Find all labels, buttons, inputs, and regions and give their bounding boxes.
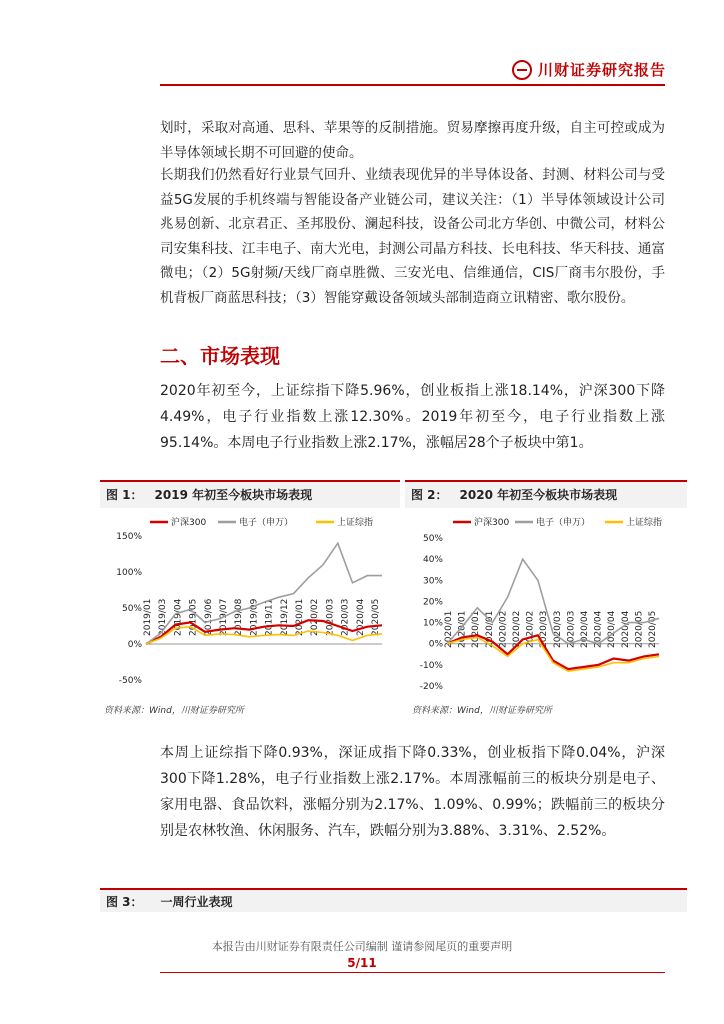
chart1-x-tick: 2019/11 <box>264 598 275 636</box>
chart1-x-tick: 2019/06 <box>203 598 214 636</box>
chart1-x-tick: 2019/01 <box>143 598 153 636</box>
figure-3-title <box>100 888 687 912</box>
chart2-legend-label: 上证综指 <box>626 518 663 528</box>
chart1-x-tick: 2019/07 <box>219 598 229 636</box>
chart2-x-tick: 2020/04 <box>580 610 590 648</box>
brand-logo-icon <box>512 60 532 80</box>
chart1-x-tick: 2020/03 <box>325 598 336 636</box>
chart2-x-tick: 2020/02 <box>512 610 522 648</box>
chart1-x-tick: 2020/04 <box>355 598 366 636</box>
chart2-x-tick: 2020/02 <box>525 610 536 648</box>
chart2-x-tick: 2020/05 <box>634 610 645 648</box>
figure-1 <box>100 480 400 685</box>
chart2-y-tick: 50% <box>422 534 443 544</box>
chart2-x-tick: 2020/01 <box>457 610 468 648</box>
figure-2-number: 图 2： <box>411 488 448 502</box>
chart1-y-tick: 150% <box>116 532 142 542</box>
section-title: 二、市场表现 <box>160 344 280 368</box>
chart2-y-tick: -10% <box>419 660 443 671</box>
chart2-x-tick: 2020/04 <box>593 610 604 648</box>
chart1-x-tick: 2019/03 <box>158 598 169 636</box>
chart2-x-tick: 2020/01 <box>444 610 454 648</box>
chart1-y-tick: 100% <box>116 568 142 578</box>
chart-2019-ytd <box>100 510 400 685</box>
chart1-x-tick: 2019/05 <box>188 598 199 636</box>
chart1-x-tick: 2019/09 <box>249 598 260 636</box>
paragraph-market-summary: 2020年初至今，上证综指下降5.96%，创业板指上涨18.14%，沪深300下降4.49%，电子行业指数上涨12.30%。2019年初至今，电子行业指数上涨95.14%。本周电子行业指数上涨2.17%，涨幅居28个子板块中第1。 <box>160 383 665 451</box>
figure-2-title <box>405 480 687 508</box>
chart1-y-tick: 50% <box>121 604 142 614</box>
chart2-y-tick: 0% <box>428 639 443 650</box>
figure-1-title <box>100 480 400 508</box>
chart2-y-tick: 30% <box>422 576 443 587</box>
brand-name: 川财证券研究报告 <box>538 61 667 79</box>
chart2-x-tick: 2020/03 <box>552 610 563 648</box>
chart1-x-tick: 2020/03 <box>340 598 351 636</box>
chart1-x-tick: 2020/02 <box>310 598 321 636</box>
figure-2-caption: 2020 年初至今板块市场表现 <box>459 488 618 502</box>
figure-3-number: 图 3： <box>106 895 143 909</box>
chart-2020-ytd <box>405 510 687 692</box>
chart2-y-tick: -20% <box>419 682 443 692</box>
chart2-x-tick: 2020/01 <box>484 610 495 648</box>
chart2-y-tick: 20% <box>422 597 443 608</box>
chart2-legend-label: 电子（申万） <box>536 518 591 528</box>
chart2-x-tick: 2020/05 <box>648 610 658 648</box>
chart2-legend-label: 沪深300 <box>474 518 510 528</box>
chart2-x-tick: 2020/04 <box>607 610 618 648</box>
chart1-legend-label: 沪深300 <box>171 518 207 528</box>
chart1-x-tick: 2020/01 <box>295 598 305 636</box>
chart1-x-tick: 2020/05 <box>371 598 381 636</box>
figure-1-caption: 2019 年初至今板块市场表现 <box>154 488 313 502</box>
chart1-x-tick: 2019/08 <box>234 598 245 636</box>
chart2-y-tick: 40% <box>422 555 443 566</box>
figure-2-source: 资料来源：Wind，川财证券研究所 <box>412 706 552 716</box>
chart1-x-tick: 2019/12 <box>279 598 290 636</box>
footer-rule <box>160 972 665 973</box>
chart1-y-tick: -50% <box>118 676 142 686</box>
figure-1-number: 图 1： <box>106 488 143 502</box>
chart1-y-tick: 0% <box>127 640 142 650</box>
chart1-legend-label: 电子（申万） <box>239 518 294 528</box>
figure-2 <box>405 480 687 692</box>
chart2-x-tick: 2020/03 <box>566 610 577 648</box>
paragraph-trade-friction: 划时，采取对高通、思科、苹果等的反制措施。贸易摩擦再度升级，自主可控或成为半导体领域长期不可回避的使命。 <box>160 120 665 161</box>
figure-1-source: 资料来源：Wind，川财证券研究所 <box>104 706 244 716</box>
header-rule <box>160 84 665 86</box>
chart1-x-tick: 2019/04 <box>173 598 184 636</box>
chart2-x-tick: 2020/03 <box>539 610 550 648</box>
chart2-x-tick: 2020/02 <box>498 610 509 648</box>
paragraph-recommendations: 长期我们仍然看好行业景气回升、业绩表现优异的半导体设备、封测、材料公司与受益5G发展的手机终端与智能设备产业链公司，建议关注：（1）半导体领域设计公司兆易创新、北京君正、圣邦股份、澜起科技，设备公司北方华创、中微公司，材料公司安集科技、江丰电子、南大光电，封测公司晶方科技、长电科技、华天科技、通富微电；（2）5G射频/天线厂商卓胜微、三安光电、信维通信，CIS厂商韦尔股份，手机背板厂商蓝思科技；（3）智能穿戴设备领域头部制造商立讯精密、歌尔股份。 <box>160 167 665 306</box>
chart2-x-tick: 2020/04 <box>620 610 631 648</box>
page-number: 5/11 <box>347 956 377 970</box>
footer-disclaimer: 本报告由川财证券有限责任公司编制 谨请参阅尾页的重要声明 <box>211 940 513 953</box>
chart1-legend-label: 上证综指 <box>337 518 374 528</box>
chart2-y-tick: 10% <box>422 618 443 629</box>
paragraph-weekly-performance: 本周上证综指下降0.93%，深证成指下降0.33%，创业板指下降0.04%，沪深300下降1.28%，电子行业指数上涨2.17%。本周涨幅前三的板块分别是电子、家用电器、食品饮料，涨幅分别为2.17%、1.09%、0.99%；跌幅前三的板块分别是农林牧渔、休闲服务、汽车，跌幅分别为3.88%、3.31%、2.52%。 <box>160 745 665 839</box>
chart2-x-tick: 2020/01 <box>471 610 482 648</box>
figure-3-caption: 一周行业表现 <box>160 895 233 909</box>
